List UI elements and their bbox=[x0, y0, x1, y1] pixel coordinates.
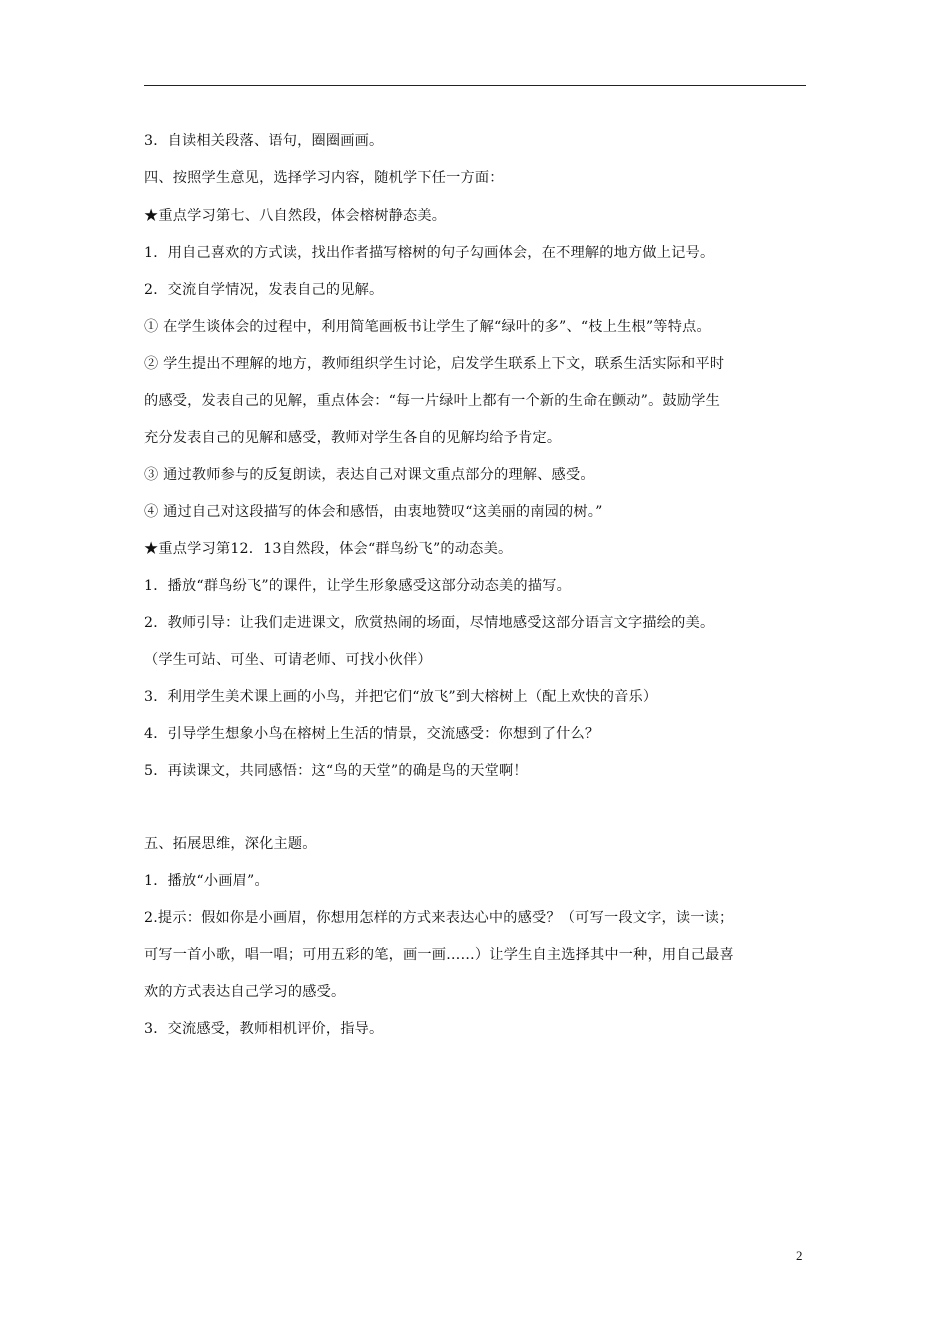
text-line: ★重点学习第12．13自然段，体会“群鸟纷飞”的动态美。 bbox=[144, 541, 513, 557]
text-line: 的感受，发表自己的见解，重点体会：“每一片绿叶上都有一个新的生命在颤动”。鼓励学生 bbox=[144, 393, 721, 409]
text-line: 1．用自己喜欢的方式读，找出作者描写榕树的句子勾画体会，在不理解的地方做上记号。 bbox=[144, 245, 715, 261]
text-line: 2.提示：假如你是小画眉，你想用怎样的方式来表达心中的感受？（可写一段文字，读一读； bbox=[144, 910, 734, 926]
text-line: ① 在学生谈体会的过程中，利用简笔画板书让学生了解“绿叶的多”、“枝上生根”等特点。 bbox=[144, 319, 711, 335]
text-line: ③ 通过教师参与的反复朗读，表达自己对课文重点部分的理解、感受。 bbox=[144, 467, 595, 483]
page-number: 2 bbox=[796, 1248, 803, 1263]
text-line: 3．利用学生美术课上画的小鸟，并把它们“放飞”到大榕树上（配上欢快的音乐） bbox=[144, 689, 658, 705]
text-line: 充分发表自己的见解和感受，教师对学生各自的见解均给予肯定。 bbox=[144, 430, 562, 446]
text-line: 4．引导学生想象小鸟在榕树上生活的情景，交流感受：你想到了什么？ bbox=[144, 726, 600, 742]
text-line: 3．自读相关段落、语句，圈圈画画。 bbox=[144, 133, 384, 149]
text-line: 1．播放“群鸟纷飞”的课件，让学生形象感受这部分动态美的描写。 bbox=[144, 578, 571, 594]
text-line: 5．再读课文，共同感悟：这“鸟的天堂”的确是鸟的天堂啊！ bbox=[144, 763, 528, 779]
text-line: ★重点学习第七、八自然段，体会榕树静态美。 bbox=[144, 208, 447, 224]
text-line: 四、按照学生意见，选择学习内容，随机学下任一方面： bbox=[144, 170, 504, 186]
text-line: （学生可站、可坐、可请老师、可找小伙伴） bbox=[144, 652, 432, 668]
text-line: 2．交流自学情况，发表自己的见解。 bbox=[144, 282, 384, 298]
text-line: 五、拓展思维，深化主题。 bbox=[144, 836, 317, 852]
text-line: ④ 通过自己对这段描写的体会和感悟，由衷地赞叹“这美丽的南园的树。” bbox=[144, 504, 603, 520]
text-line: 欢的方式表达自己学习的感受。 bbox=[144, 984, 346, 1000]
text-line: ② 学生提出不理解的地方，教师组织学生讨论，启发学生联系上下文，联系生活实际和平时 bbox=[144, 356, 725, 372]
text-line: 1．播放“小画眉”。 bbox=[144, 873, 269, 889]
header-rule bbox=[144, 85, 806, 86]
text-line: 可写一首小歌，唱一唱；可用五彩的笔，画一画……）让学生自主选择其中一种，用自己最喜 bbox=[144, 947, 734, 963]
text-line: 3．交流感受，教师相机评价，指导。 bbox=[144, 1021, 384, 1037]
text-line: 2．教师引导：让我们走进课文，欣赏热闹的场面，尽情地感受这部分语言文字描绘的美。 bbox=[144, 615, 715, 631]
